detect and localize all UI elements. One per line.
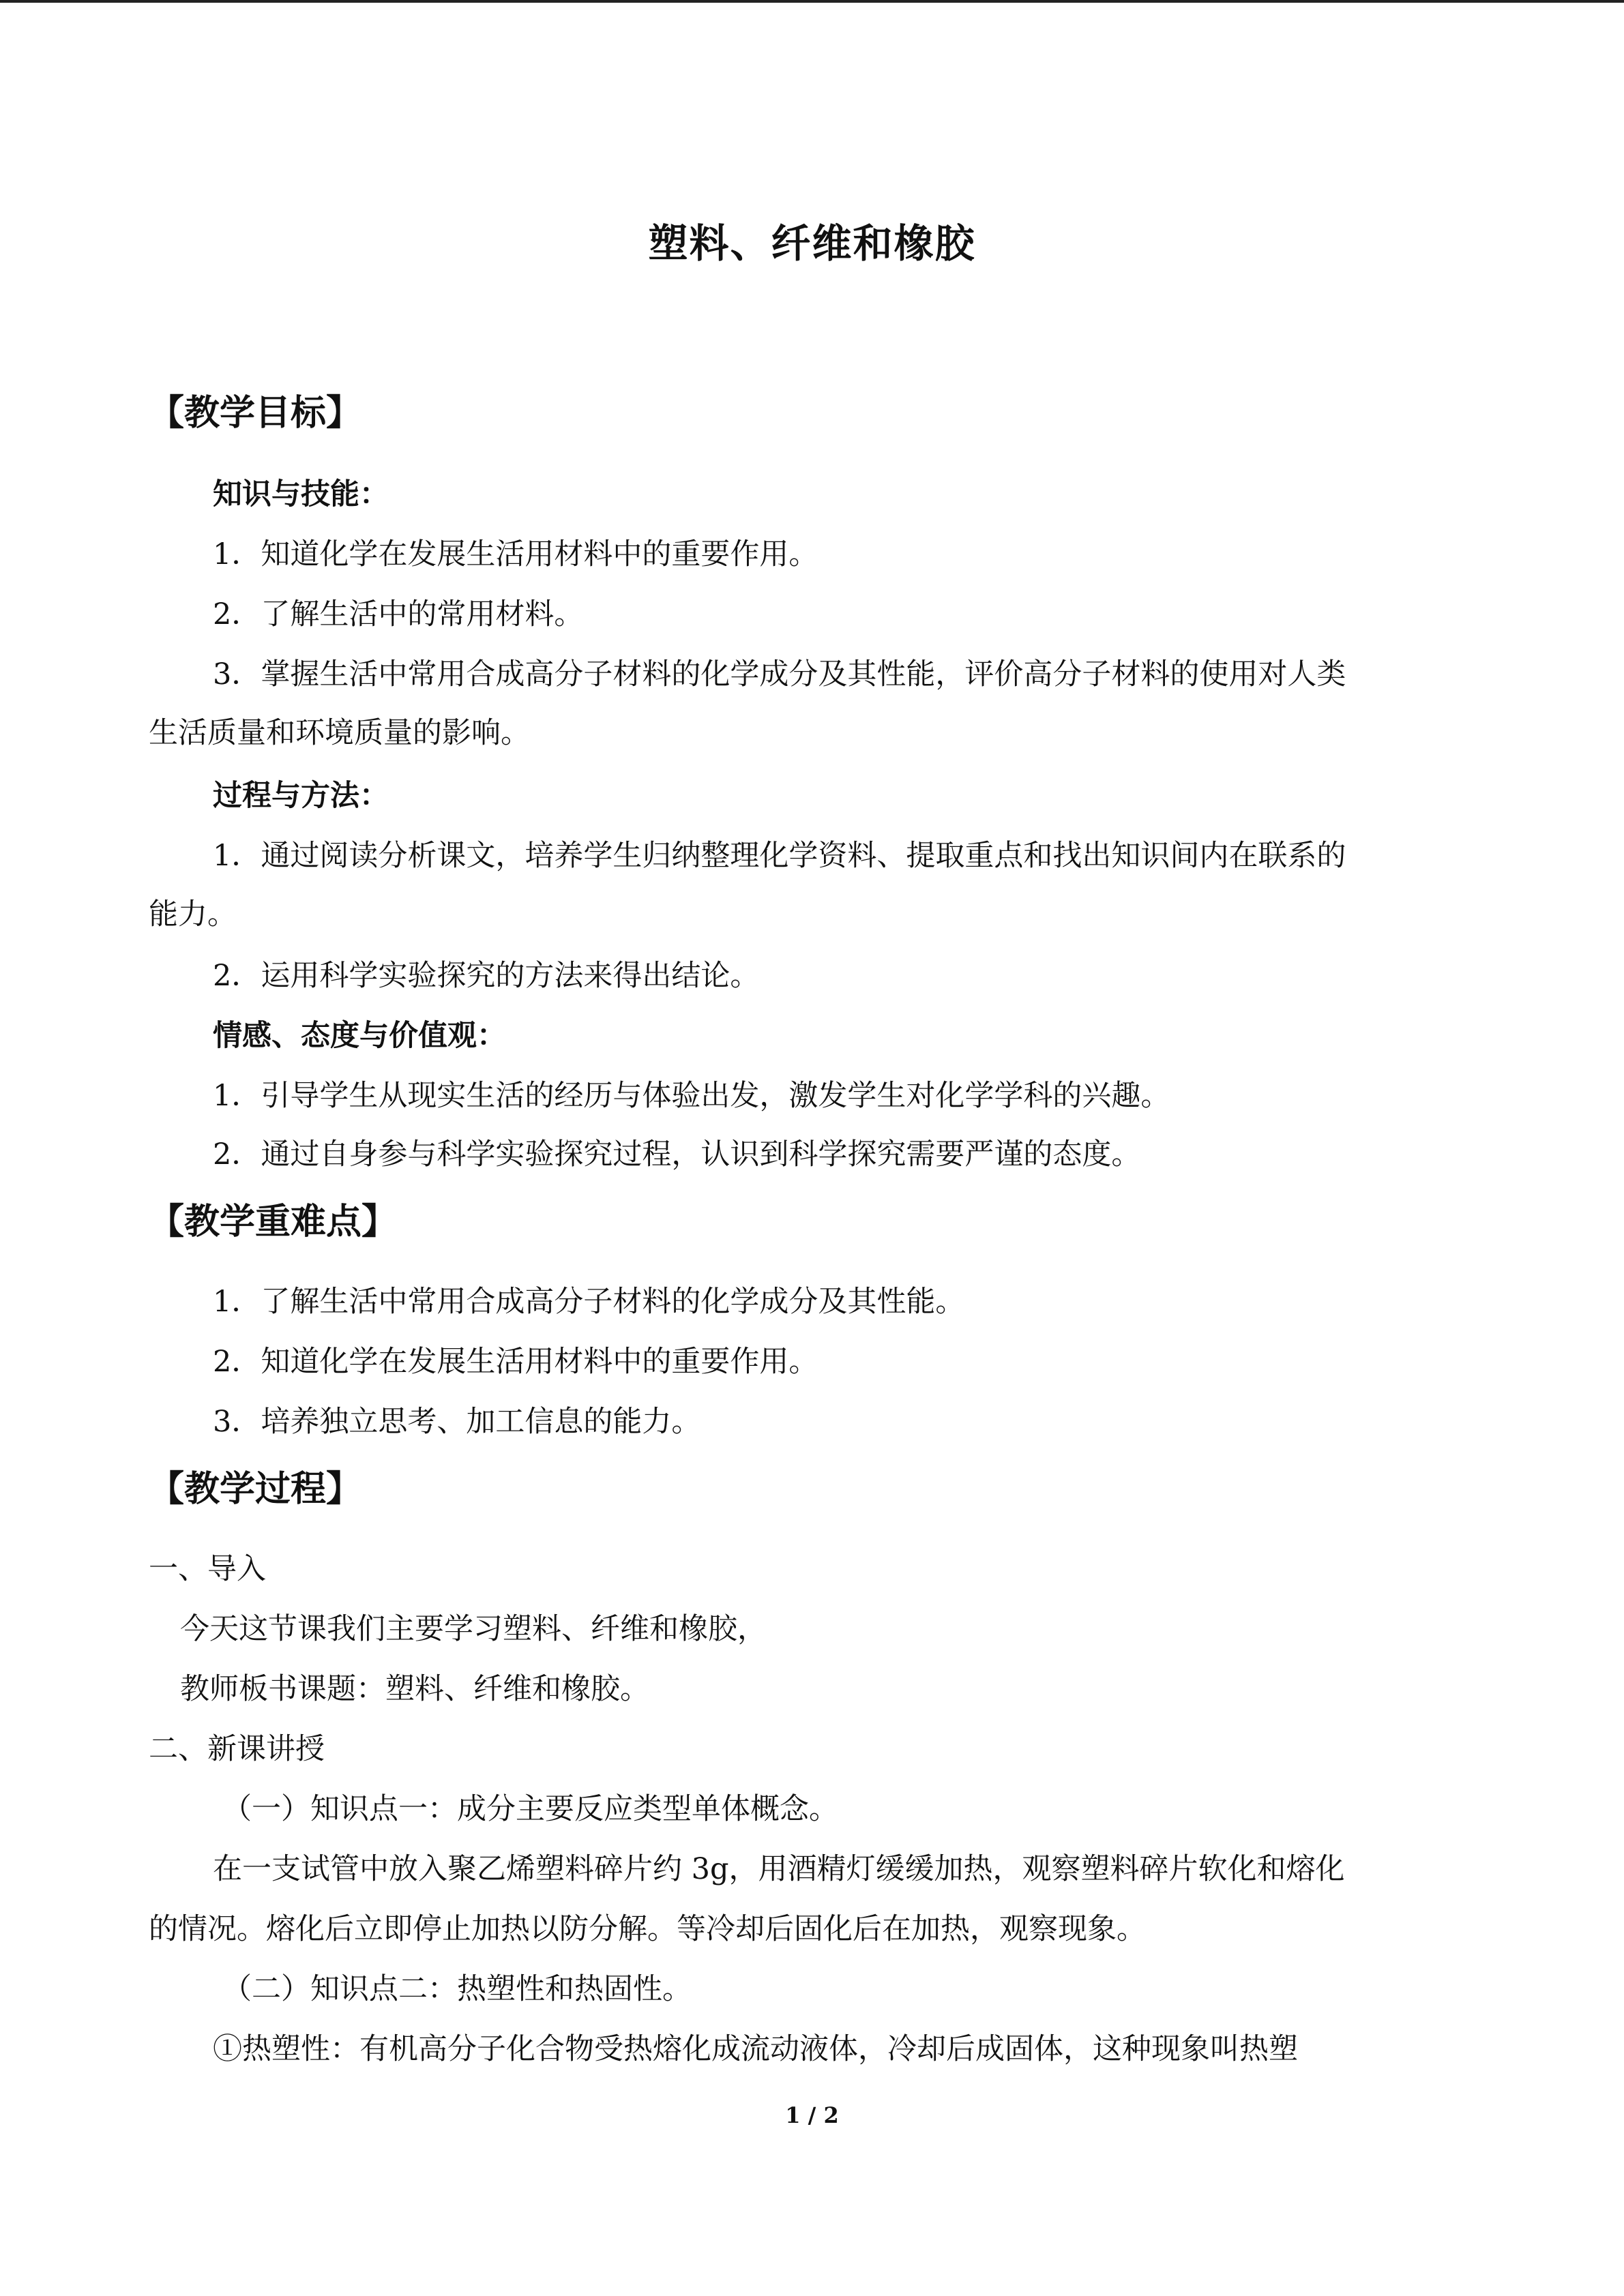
knowledge-item-3-line-2: 生活质量和环境质量的影响。 [149,716,530,750]
knowledge-point-1: （一）知识点一：成分主要反应类型单体概念。 [222,1792,838,1826]
top-border [0,0,1624,3]
key-point-1: 1．了解生活中常用合成高分子材料的化学成分及其性能。 [213,1285,965,1319]
page-number: 1 / 2 [785,2102,839,2128]
knowledge-point-2: （二）知识点二：热塑性和热固性。 [222,1972,692,2006]
knowledge-item-1: 1．知道化学在发展生活用材料中的重要作用。 [213,537,818,571]
emotion-item-2: 2．通过自身参与科学实验探究过程，认识到科学探究需要严谨的态度。 [213,1137,1141,1172]
part-2-label: 二、新课讲授 [149,1732,325,1766]
key-point-3: 3．培养独立思考、加工信息的能力。 [213,1405,701,1439]
objectives-heading: 【教学目标】 [149,392,362,434]
key-points-heading: 【教学重难点】 [149,1201,398,1242]
process-item-1-line-1: 1．通过阅读分析课文，培养学生归纳整理化学资料、提取重点和找出知识间内在联系的 [213,839,1346,873]
knowledge-item-2: 2．了解生活中的常用材料。 [213,597,584,631]
teaching-process-heading: 【教学过程】 [149,1468,362,1510]
part-1-line-2: 教师板书课题：塑料、纤维和橡胶。 [180,1672,649,1706]
thermoplastic-line-1: ①热塑性：有机高分子化合物受热熔化成流动液体，冷却后成固体，这种现象叫热塑 [213,2032,1298,2066]
emotion-item-1: 1．引导学生从现实生活的经历与体验出发，激发学生对化学学科的兴趣。 [213,1079,1170,1113]
part-1-line-1: 今天这节课我们主要学习塑料、纤维和橡胶， [180,1612,767,1646]
experiment-line-2: 的情况。熔化后立即停止加热以防分解。等冷却后固化后在加热，观察现象。 [149,1912,1146,1946]
process-item-1-line-2: 能力。 [149,897,237,931]
document-title: 塑料、纤维和橡胶 [648,220,976,267]
part-1-label: 一、导入 [149,1552,266,1586]
experiment-line-1: 在一支试管中放入聚乙烯塑料碎片约 3g，用酒精灯缓缓加热，观察塑料碎片软化和熔化 [213,1852,1345,1886]
process-item-2: 2．运用科学实验探究的方法来得出结论。 [213,959,760,993]
emotion-label: 情感、态度与价值观： [213,1019,506,1053]
knowledge-item-3-line-1: 3．掌握生活中常用合成高分子材料的化学成分及其性能，评价高分子材料的使用对人类 [213,657,1346,691]
process-label: 过程与方法： [213,779,389,813]
knowledge-label: 知识与技能： [213,477,389,511]
key-point-2: 2．知道化学在发展生活用材料中的重要作用。 [213,1345,818,1379]
